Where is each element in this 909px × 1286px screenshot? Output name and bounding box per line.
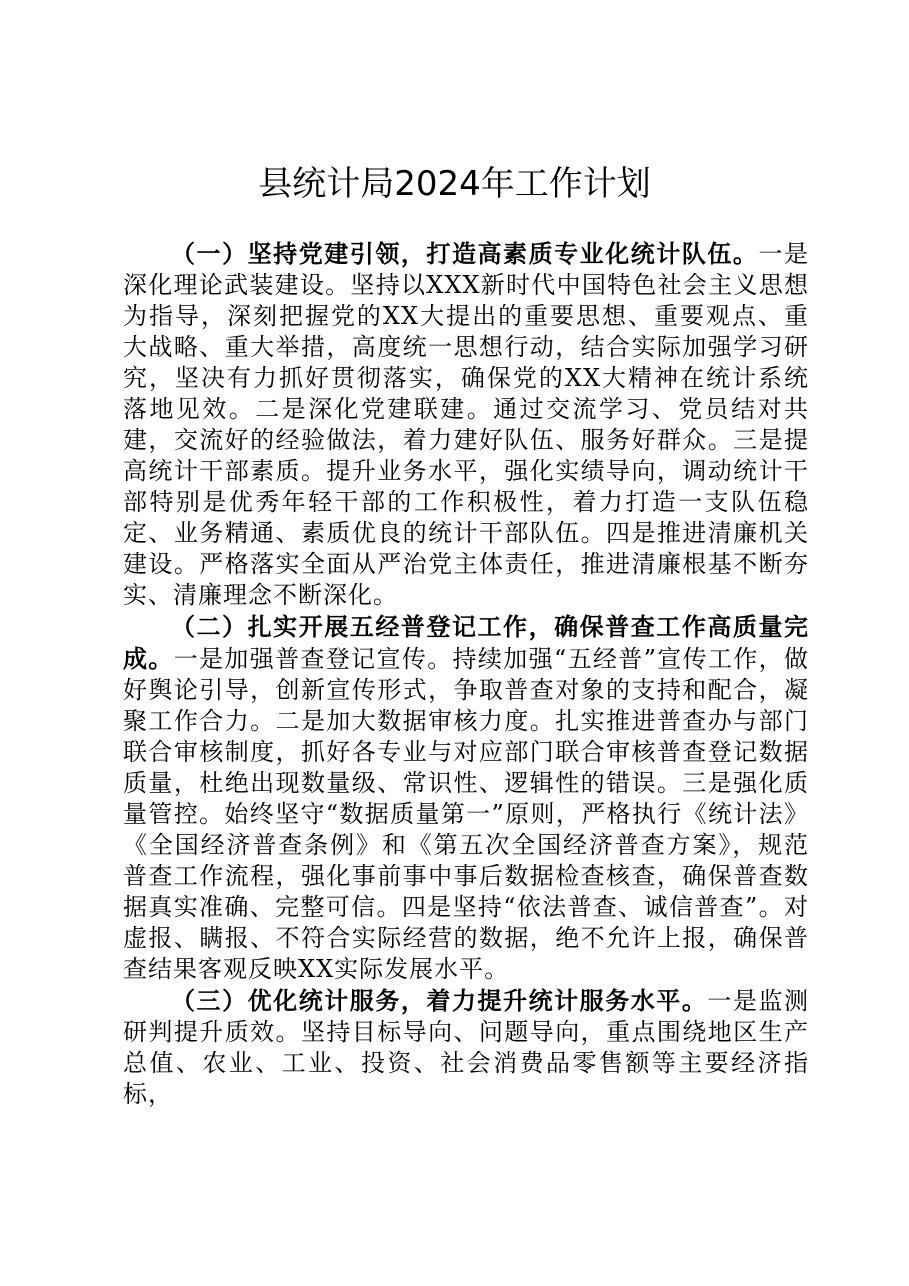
paragraph-2	[123, 611, 809, 985]
document-body	[123, 238, 809, 1110]
paragraph-2-heading: （二）扎实开展五经普登记工作，确保普查工作高质量完成。	[123, 612, 809, 673]
paragraph-1-heading: （一）坚持党建引领，打造高素质专业化统计队伍。	[171, 239, 759, 268]
paragraph-1-body: 一是深化理论武装建设。坚持以XXX新时代中国特色社会主义思想为指导，深刻把握党的XX大提出的重要思想、重要观点、重大战略、重大举措，高度统一思想行动，结合实际加强学习研究，坚决有力抓好贯彻落实，确保党的XX大精神在统计系统落地见效。二是深化党建联建。通过交流学习、党员结对共建，交流好的经验做法，着力建好队伍、服务好群众。三是提高统计干部素质。提升业务水平，强化实绩导向，调动统计干部特别是优秀年轻干部的工作积极性，着力打造一支队伍稳定、业务精通、素质优良的统计干部队伍。四是推进清廉机关建设。严格落实全面从严治党主体责任，推进清廉根基不断夯实、清廉理念不断深化。	[123, 240, 810, 609]
document-title: 县统计局2024年工作计划	[258, 164, 651, 204]
paragraph-2-body: 一是加强普查登记宣传。持续加强“五经普”宣传工作，做好舆论引导，创新宣传形式，争取普查对象的支持和配合，凝聚工作合力。二是加大数据审核力度。扎实推进普查办与部门联合审核制度，抓好各专业与对应部门联合审核普查登记数据质量，杜绝出现数量级、常识性、逻辑性的错误。三是强化质量管控。始终坚守“数据质量第一”原则，严格执行《统计法》《全国经济普查条例》和《第五次全国经济普查方案》，规范普查工作流程，强化事前事中事后数据检查核查，确保普查数据真实准确、完整可信。四是坚持“依法普查、诚信普查”。对虚报、瞒报、不符合实际经营的数据，绝不允许上报，确保普查结果客观反映XX实际发展水平。	[123, 645, 809, 983]
paragraph-1	[123, 238, 809, 611]
paragraph-3	[123, 985, 809, 1110]
paragraph-3-heading: （三）优化统计服务，着力提升统计服务水平。	[171, 986, 708, 1015]
paragraph-3-body: 一是监测研判提升质效。坚持目标导向、问题导向，重点围绕地区生产总值、农业、工业、投资、社会消费品零售额等主要经济指标，	[123, 987, 809, 1108]
